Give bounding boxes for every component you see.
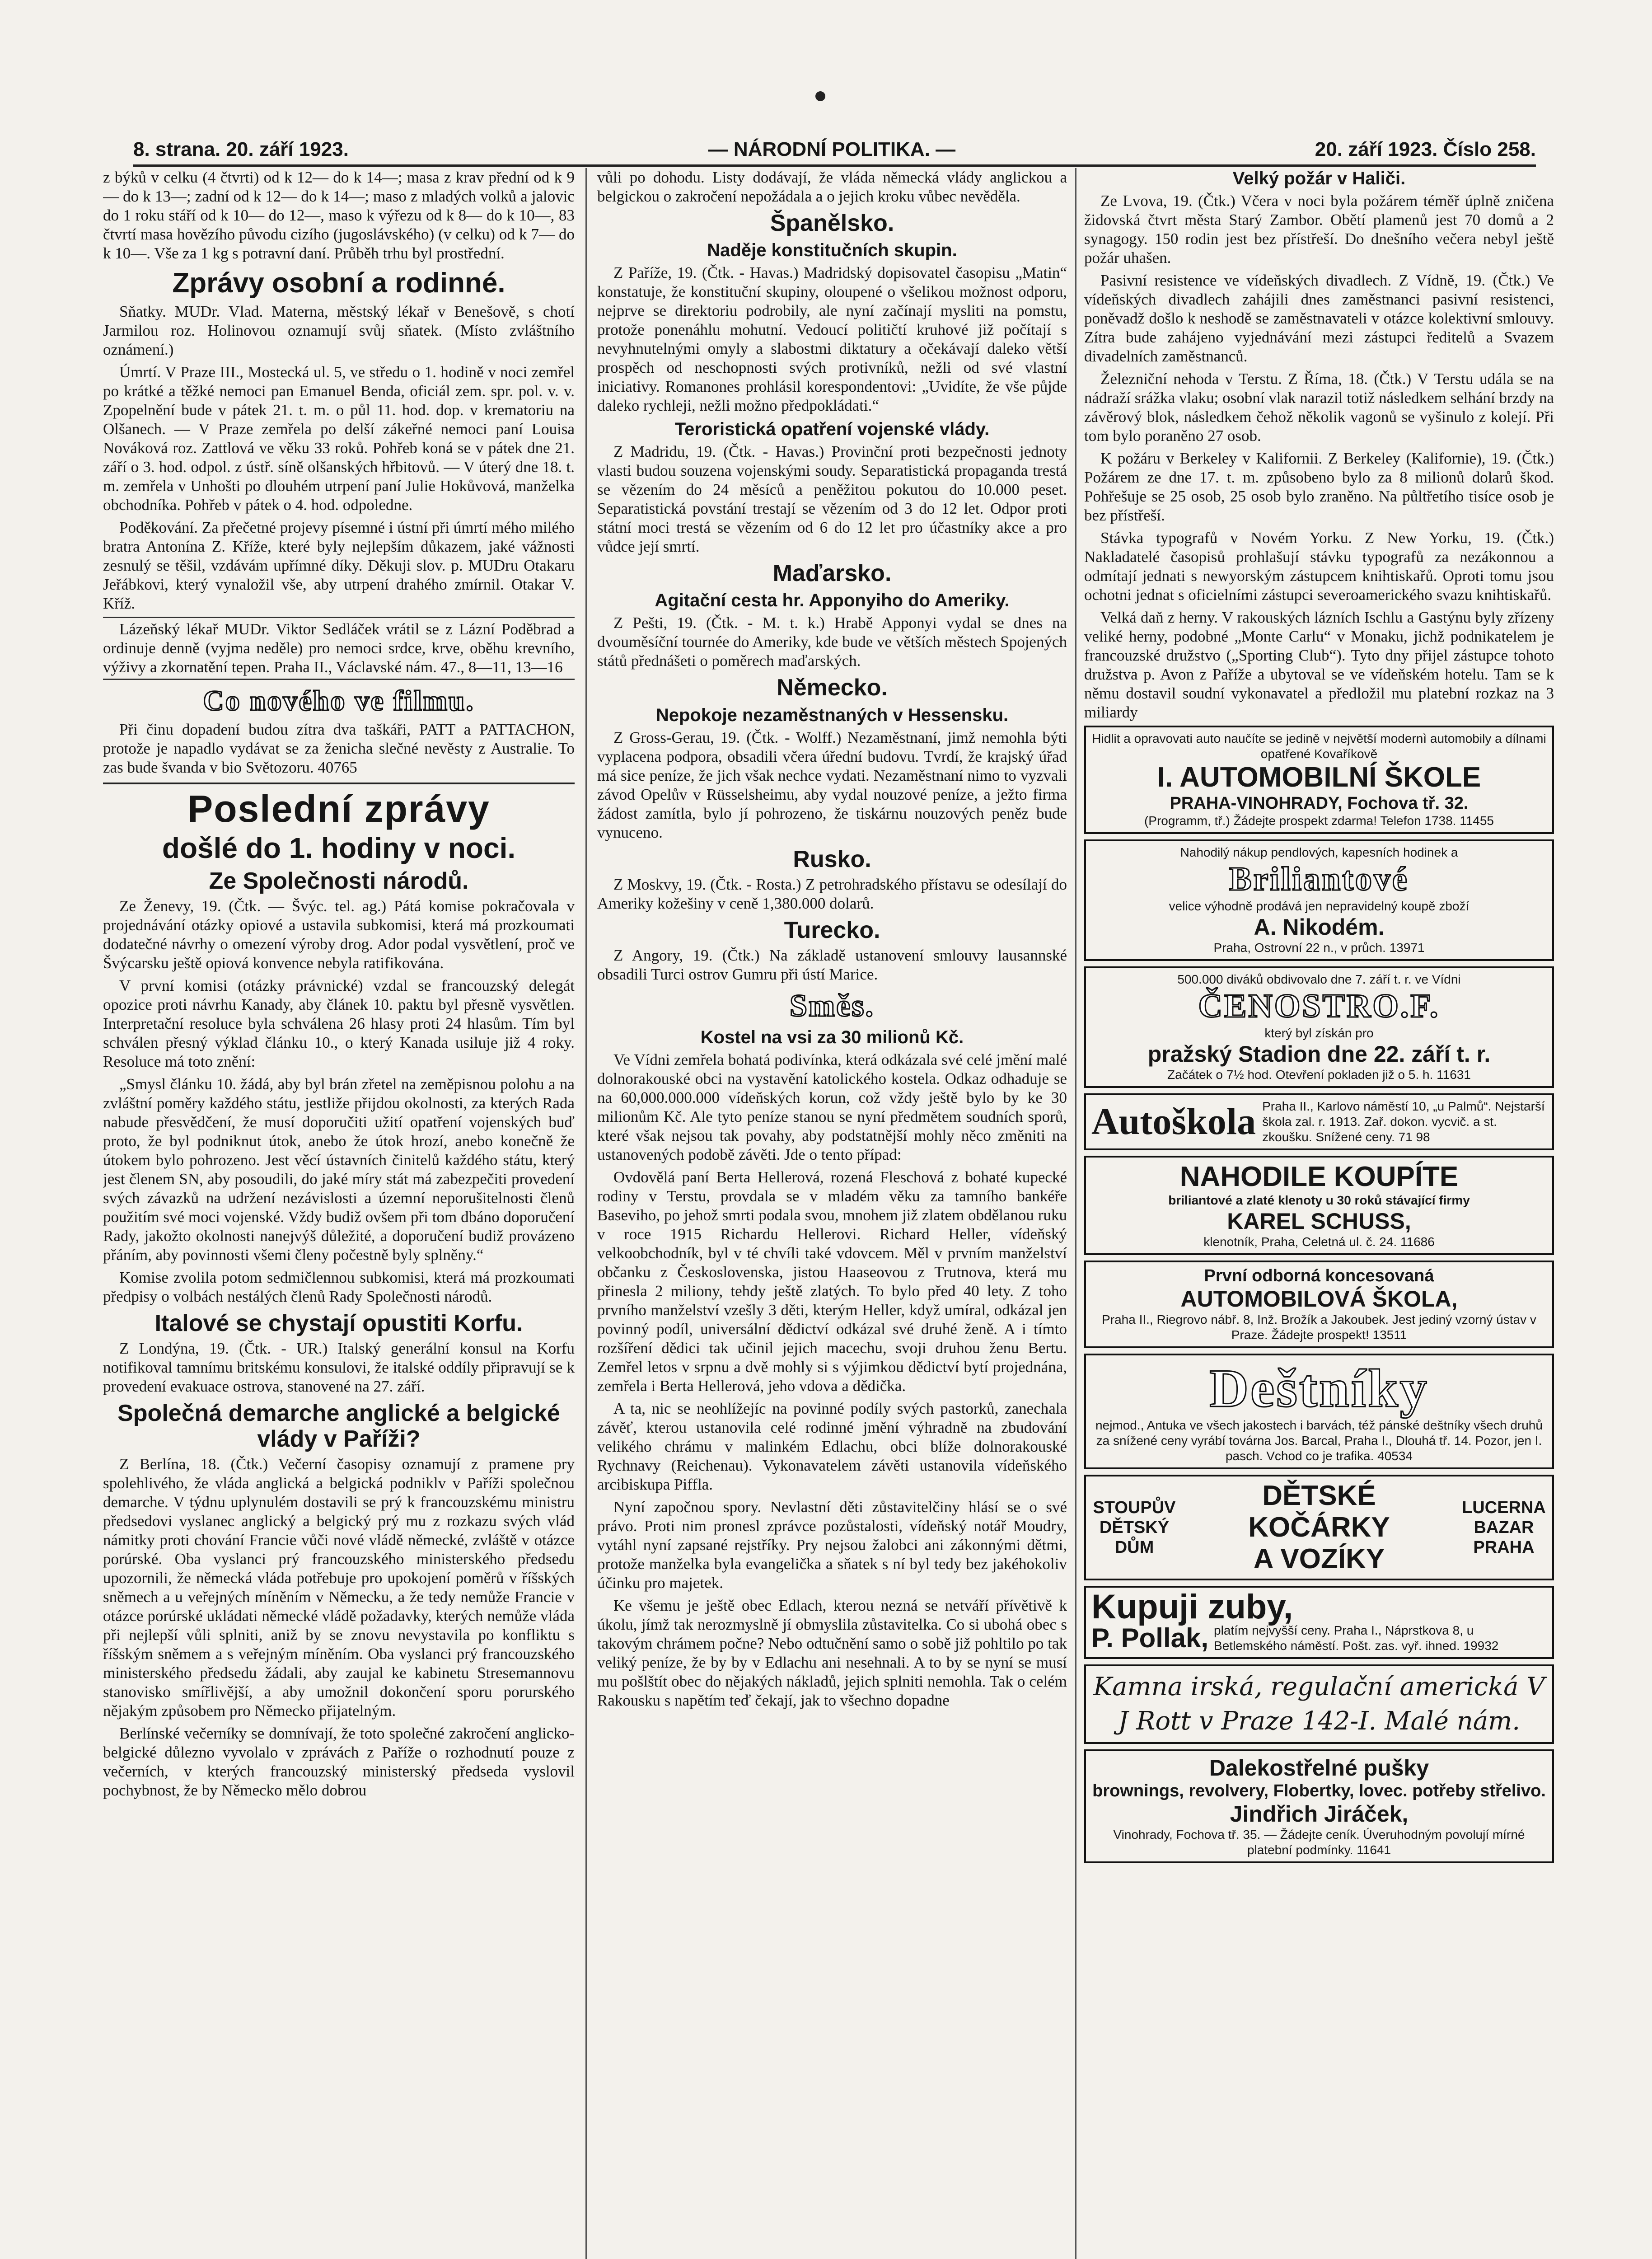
section-heading: Co nového ve filmu. <box>203 684 475 717</box>
advertisement-briliantove: Nahodilý nákup pendlových, kapesních hodinek a Briliantové velice výhodně prodává jen nepravidelný koupě zboží A. Nikodém. Praha, Ostrovní 22 n., v průch. 13971 <box>1084 839 1554 961</box>
column-rule <box>585 168 587 2259</box>
article-text: Stávka typografů v Novém Yorku. Z New Yorku, 19. (Čtk.) Nakladatelé časopisů prohlašují stávku typografů za nezákonnou a odmítají jednati s newyorským zástupcem knihtiskařů. Oproti tomu jsou ochotni jednat s oficielními zástupci severoamerického svazu knihtiskařů. <box>1084 529 1554 604</box>
section-heading: Směs. <box>789 988 875 1023</box>
article-text: Velká daň z herny. V rakouských lázních Ischlu a Gastýnu byly zřízeny veliké herny, podobné „Monte Carlu“ v Monaku, jichž podnikatelem je francouzské družstvo („Sporting Club“). Tyto dny přijel zástupce tohoto družstva p. Avon z Paříže a ubytoval se ve vídeňském hotelu. Tam se k němu dostavil soudní vykonavatel a předložil mu platební rozkaz na 3 miliardy <box>1084 609 1554 721</box>
article-text: Úmrtí. V Praze III., Mostecká ul. 5, ve středu o 1. hodině v noci zemřel po krátké a těžké nemoci pan Emanuel Benda, oficiál zem. spr. pol. v. v. Zpopelnění bude v pátek 21. t. m. o půl 11. hod. dop. v krematoriu na Olšanech. — V Praze zemřela po delší zákeřné nemoci paní Louisa Nováková roz. Zattlová ve věku 33 roků. Pohřeb koná se v pátek dne 21. září o 3. hod. odpol. z ústř. síně olšanských hřbitovů. — V úterý dne 18. t. m. zemřela v Unhošti po dlouhém utrpení paní Julie Hokůvová, manželka obchodníka. Pohřeb v pátek o 4. hod. odpoledne. <box>103 363 575 514</box>
article-text: Z Londýna, 19. (Čtk. - UR.) Italský generální konsul na Korfu notifikoval tamnímu britskému konsulovi, že italské oddíly připravují se k provedení evakuace ostrova, stanovené na 27. září. <box>103 1340 575 1396</box>
article-text: Sňatky. MUDr. Vlad. Materna, městský lékař v Benešově, s chotí Jarmilou roz. Holinovou oznamují svůj sňatek. (Místo zvláštního oznámení.) <box>103 303 575 359</box>
column-1 <box>103 168 575 1804</box>
article-heading: Agitační cesta hr. Apponyiho do Ameriky. <box>655 591 1010 611</box>
advertisement-kamna <box>1084 1664 1554 1744</box>
ad-title: KOČÁRKY <box>1248 1512 1390 1543</box>
header-right: 20. září 1923. Číslo 258. <box>1315 138 1536 160</box>
article-text: Nyní započnou spory. Nevlastní děti zůstavitelčiny hlásí se o své právo. Proti nim pronesl zprávce pozůstalosti, vídeňský notář Moudry, vytáhl nyní zapsané rejstříky. Pry nejsou žalobci ani zákonnými dětmi, protože manželka byla evangelička a sňatek s ní byl tedy bez jakéhokoliv účinku pro majetek. <box>597 1498 1067 1592</box>
article-text: Ze Lvova, 19. (Čtk.) Včera v noci byla požárem téměř úplně zničena židovská čtvrt města Starý Zambor. Obětí plamenů jest 70 domů a 2 synagogy. 150 rodin jest bez přístřeší. Do dnešního večera nebyl ještě požár uhašen. <box>1084 192 1554 267</box>
article-text: Berlínské večerníky se domnívají, že toto společné zakročení anglicko-belgické důlezno vyvolalo v zprávách z Paříže o rozhodnutí pouze z večerních, v kterých francouzský ministerský předseda vyslovil pochybnost, že by Německo mělo dobrou <box>103 1725 575 1800</box>
advertisement-zuby: Kupuji zuby, P. Pollak, platím nejvyšší ceny. Praha I., Náprstkova 8, u Betlemského náměstí. Pošt. zas. vyř. ihned. 19932 <box>1084 1586 1554 1659</box>
column-2 <box>597 168 1067 1714</box>
article-text: Pasivní resistence ve vídeňských divadlech. Z Vídně, 19. (Čtk.) Ve vídeňských divadlech zahájili dnes zaměstnanci pasivní resistenci, poněvadž došlo k neshodě se zaměstnavateli v otázce kolektivní smlouvy. Zítra bude zahájeno vyjednávání mezi zástupci ředitelů a Svazem divadelních zaměstnanců. <box>1084 272 1554 365</box>
article-text: Komise zvolila potom sedmičlennou subkomisi, která má prozkoumati předpisy o volbách nestálých členů Rady Společnosti národů. <box>103 1268 575 1305</box>
article-heading: Společná demarche anglické a belgické vlády v Paříži? <box>117 1400 560 1453</box>
ad-title: AUTOMOBILOVÁ ŠKOLA, <box>1180 1286 1458 1312</box>
country-heading: Německo. <box>777 675 888 701</box>
article-text: Z Madridu, 19. (Čtk. - Havas.) Provinční proti bezpečnosti jednoty vlasti budou souzena vojenskými soudy. Separatistická propaganda trestá se vězením do 24 měsíců a peněžitou pokutou do 10.000 peset. Separatistická povstání trestají se vězením od 3 do 12 let. Odpor proti státní moci trestá se vězením od 6 do 12 let pro účastníky akce a pro vůdce její smrtí. <box>597 443 1067 556</box>
ad-title: I. AUTOMOBILNÍ ŠKOLE <box>1157 762 1481 793</box>
print-mark <box>815 91 825 101</box>
column-3 <box>1084 168 1554 1869</box>
page-header <box>133 132 1536 167</box>
article-text: Ze Ženevy, 19. (Čtk. — Švýc. tel. ag.) Pátá komise pokračovala v projednávání otázky opiové a ustavila subkomisi, která má prozkoumati dodatečné návrhy o omezení výroby drog. Ador podal vysvětlení, proč ve Švýcarsku ještě opiová konvence nebyla ratifikována. <box>103 897 575 972</box>
header-left: 8. strana. 20. září 1923. <box>133 138 349 160</box>
advertisement-stadion: 500.000 diváků obdivovalo dne 7. září t. r. ve Vídni ČENOSTRO.F. který byl získán pro pražský Stadion dne 22. září t. r. Začátek o 7½ hod. Otevření pokladen již o 5. h. 11631 <box>1084 966 1554 1088</box>
country-heading: Rusko. <box>793 846 871 872</box>
article-heading: Italové se chystají opustiti Korfu. <box>154 1310 523 1336</box>
advertisement-kocarky: STOUPŮV DĚTSKÝ DŮM DĚTSKÉ KOČÁRKY A VOZÍKY LUCERNA BAZAR PRAHA <box>1084 1475 1554 1580</box>
article-text: Z Gross-Gerau, 19. (Čtk. - Wolff.) Nezaměstnaní, jimž nemohla býti vyplacena podpora, obsadili včera úřední budovu. Tvrdí, že krajský úřad má sice peníze, že jich však nechce vydati. Nezaměstnaní nimo to vyzvali závod Opelův v Rüsselsheimu, aby vydal nouzové peníze, a ježto firma žádost zamítla, bylo jí pohrozeno, že tiskárnu nouzových peněz bude vynuceno. <box>597 728 1067 841</box>
article-text: Železniční nehoda v Terstu. Z Říma, 18. (Čtk.) V Terstu udála se na nádraží srážka vlaku; osobní vlak narazil totiž následkem selhání brzdy na závěrový blok, následkem čehož několik vagonů se vyšinulo z kolejí. Při tom bylo poraněno 27 osob. <box>1084 370 1554 445</box>
article-text: Při činu dopadení budou zítra dva taškáři, PATT a PATTACHON, protože je napadlo vydávat se za ženicha slečné nevěsty z Australie. To zas bude švanda v bio Světozoru. 40765 <box>103 721 575 777</box>
section-subheading: došlé do 1. hodiny v noci. <box>162 832 516 865</box>
country-heading: Turecko. <box>784 917 880 943</box>
section-heading: Zprávy osobní a rodinné. <box>172 267 505 299</box>
article-text: z býků v celku (4 čtvrti) od k 12— do k 14—; masa z krav přední od k 9— do k 13—; zadní od k 12— do k 14—; maso z mladých volků a jalovic do 1 roku stáří od k 10— do 12—, maso k výřezu od k 8— do k 10—, 83 čtvrtí masa hovězího původu cizího (jugoslávského) (v celku) od k 7— do k 10—. Vše za 1 kg s potravní daní. Průběh trhu byl prostřední. <box>103 169 575 262</box>
country-heading: Španělsko. <box>770 210 894 236</box>
column-rule <box>1075 168 1076 2259</box>
ad-title: ČENOSTRO.F. <box>1198 988 1440 1025</box>
article-text: V první komisi (otázky právnické) vzdal se francouzský delegát opozice proti návrhu Kanady, aby článek 10. paktu byl přesně vysvětlen. Interpretační resoluce byla schválena 26 hlasy proti 24 hlasům. Tím byl schválen přesný výklad článku 10., o který Kanada usiluje již 4 roky. Resoluce má toto znění: <box>103 976 575 1070</box>
article-heading: Teroristická opatření vojenské vlády. <box>674 419 990 440</box>
article-text: vůli po dohodu. Listy dodávají, že vláda německá vlády anglickou a belgickou o zakročení nepožádala a o jejich kroku vůbec nevěděla. <box>597 169 1067 205</box>
ad-script-text: Kamna irská, regulační americká V J Rott v Praze 142-I. Malé nám. <box>1093 1672 1545 1736</box>
article-text: A ta, nic se neohlížejíc na povinné podíly svých pastorků, zanechala závěť, kterou ustanovila celé rodinné jmění výhradně na zbudování velikého chrámu v malinkém Edlachu, obci blíže dolnorakouské Rychnavy (Reichenau). Vykonavatelem závěti ustanovila vídeňského arcibiskupa Piffla. <box>597 1400 1067 1494</box>
article-heading: Ze Společnosti národů. <box>209 867 469 894</box>
article-heading: Velký požár v Haliči. <box>1232 169 1406 188</box>
section-heading: Poslední zprávy <box>103 783 575 829</box>
advertisement-destniky: Deštníky nejmod., Antuka ve všech jakostech i barvách, též pánské deštníky všech druhů za snížené ceny vyrábí továrna Jos. Barcal, Praha I., Dlouhá tř. 14. Pozor, jen I. pasch. Vchod co je trafika. 40534 <box>1084 1354 1554 1469</box>
article-heading: Nepokoje nezaměstnaných v Hessensku. <box>655 705 1009 725</box>
ad-title: Autoškola <box>1091 1101 1256 1143</box>
advertisement-pusky: Dalekostřelné pušky brownings, revolvery, Flobertky, lovec. potřeby střelivo. Jindřich Jiráček, Vinohrady, Fochova tř. 35. — Žádejte ceník. Úveruhodným povolují mírné platební podmínky. 11641 <box>1084 1749 1554 1863</box>
advertisement-automobilova-skola: První odborná koncesovaná AUTOMOBILOVÁ ŠKOLA, Praha II., Riegrovo nábř. 8, Inž. Brožík a Jakoubek. Jest jediný vzorný ústav v Praze. Žádejte prospekt! 13511 <box>1084 1261 1554 1348</box>
article-text: Ke všemu je ještě obec Edlach, kterou nezná se netváří přívětivě k úkolu, jímž tak nerozmyslně jí obmyslila zůstavitelka. Co si ubohá obec s takovým chrámem počne? Nebo odtučnění samo o sobě již pohltilo po tak veliký peníze, že by by v Edlachu ani nesehnali. A to by se nyní se musí mu pošlštít obec do nějakých nákladů, jejich splniti nemohla. Tak o celém Rakousku s napětím teď čekají, jak to všechno dopadne <box>597 1597 1067 1710</box>
article-text: Z Moskvy, 19. (Čtk. - Rosta.) Z petrohradského přístavu se odesílají do Ameriky kožešiny v ceně 1,380.000 dolarů. <box>597 875 1067 912</box>
advertisement-autoskola: Hidlit a opravovati auto naučíte se jedině v největší modernì automobily a dílnami opatřené Kovaříkově I. AUTOMOBILNÍ ŠKOLE PRAHA-VINOHRADY, Fochova tř. 32. (Programm, tř.) Žádejte prospekt zdarma! Telefon 1738. 11455 <box>1084 726 1554 834</box>
ad-title: NAHODILE KOUPÍTE <box>1179 1161 1459 1192</box>
article-text: Z Paříže, 19. (Čtk. - Havas.) Madridský dopisovatel časopisu „Matin“ konstatuje, že konstituční skupiny, oloupené o všelikou možnost odporu, nejprve se direktoriu podrobily, ale nyní začínají mysliti na pomstu, protože ponenáhlu mohutní. Vedoucí političtí kruhové již počítají s nevyhnutelnými omyly a slabostmi diktatury a očekávají daleko větší prospěch od neschopnosti svých protivníků, nežli od své vlastní iniciativy. Romanones prohlásil korespondentovi: „Uvidíte, že vše půjde daleko rychleji, nežli možno předpokládati.“ <box>597 264 1067 415</box>
article-text: K požáru v Berkeley v Kalifornii. Z Berkeley (Kalifornie), 19. (Čtk.) Požárem ze dne 17. t. m. způsobeno bylo za 8 milionů dolarů škod. Pohřešuje se 25 osob, 25 osob bylo zraněno. Na půltřetího tisíce osob je bez přístřeší. <box>1084 450 1554 524</box>
article-text: Z Angory, 19. (Čtk.) Na základě ustanovení smlouvy lausannské obsadili Turci ostrov Gumru při ústí Marice. <box>597 946 1067 983</box>
ad-title: Kupuji zuby, <box>1091 1588 1293 1626</box>
article-text: Ve Vídni zemřela bohatá podivínka, která odkázala své celé jmění malé dolnorakouské obci na vystavění katolického kostela. Odkaz odhaduje se na 60,000.000.000 vídeňských korun, což vždy ještě bylo by ke 30 milionům Kč. Ale tyto peníze stanou se nyní předmětem soudních sporů, které však nejsou tak povahy, aby podstatnější mohly něco změniti na ustanovených podobě závěti. Jde o tento případ: <box>597 1051 1067 1164</box>
notice-text: Lázeňský lékař MUDr. Viktor Sedláček vrátil se z Lázní Poděbrad a ordinuje denně (vyjma neděle) pro nemoci srdce, krve, oběhu krevního, výživy a zkornatění tepen. Praha II., Václavské nám. 47., 8—11, 13—16 <box>103 617 575 680</box>
header-title: — NÁRODNÍ POLITIKA. — <box>708 138 956 160</box>
article-text: „Smysl článku 10. žádá, aby byl brán zřetel na zeměpisnou polohu a na zvláštní poměry každého státu, jestliže přijdou okolnosti, za kterých Rada nabude přesvědčení, že musí doporučiti užití opatření vojenských buď proto, že byl podniknut útok, anebo že útok hrozí, anebo konečně že útokem bylo pohrozeno. Jest věcí ústavních činitelů každého státu, který jest členem SN, aby posoudili, do jaké míry stát má zabezpečiti provedení svých závazků na udržení nezávislosti a územní neporušitelnosti členů použitím své moci vojenské. Vždy budiž ovšem při tom dbáno doporučení Rady, jakožto okolnosti nanejvýš důležité, a doporučení budiž provázeno přáním, aby povinnosti všemi členy počestně byly splněny.“ <box>103 1075 575 1264</box>
article-heading: Naděje konstitučních skupin. <box>707 240 957 261</box>
article-text: Ovdovělá paní Berta Hellerová, rozená Fleschová z bohaté kupecké rodiny v Terstu, provdala se v mladém věku za tamního bankéře Baseviho, po jehož smrti podala svou, mnohem již zlatem obdělanou ruku v roce 1915 Richardu Hellerovi. Richard Heller, vídeňský velkoobchodník, byl v té chvíli také vdovcem. Měl v prvním manželství občanku z Československa, jistou Haaseovou z Trutnova, která mu přinesla 2 miliony, tehdy ještě zlatých. To bylo před 40 lety. Z toho prvního manželství vzešly 3 děti, kterým Heller, když umíral, odkázal jen povinný podíl, universální dědictví odkázal své druhé ženě. A i tímto rozšíření dědici tak učinil jejich macechu, svoji druhou ženu Bertu. Zemřel letos v srpnu a dvě mohly si s výjimkou dědictví bytí projednána, zemřela i Berta Hellerová, jeho vdova a dědička. <box>597 1168 1067 1395</box>
article-heading: Kostel na vsi za 30 milionů Kč. <box>700 1027 964 1048</box>
advertisement-schuss: NAHODILE KOUPÍTE briliantové a zlaté klenoty u 30 roků stávající firmy KAREL SCHUSS, klenotník, Praha, Celetná ul. č. 24. 11686 <box>1084 1156 1554 1255</box>
country-heading: Maďarsko. <box>772 560 892 587</box>
ad-title: Briliantové <box>1229 861 1409 898</box>
advertisement-autoskola-palma: Autoškola Praha II., Karlovo náměstí 10, „u Palmů“. Nejstarší škola zal. r. 1913. Zař. dokon. vycvič. a st. zkoušku. Snížené ceny. 71 98 <box>1084 1093 1554 1150</box>
ad-title: Dalekostřelné pušky <box>1209 1755 1429 1781</box>
article-text: Z Berlína, 18. (Čtk.) Večerní časopisy oznamují z pramene pry spolehlivého, že vláda anglická a belgická podniklv v Paříži společnou demarche. V týdnu uplynulém dostavili se prý k francouzskému ministru předsedovi vyslanec anglický a belgický prý mu z rozkazu svých vlád námitky proti chování Francie vůči nové vládě německé, zvláště v otázce porúrské. Oba vyslanci prý francouzského ministerského předsedu upozornili, že německá vláda potřebuje pro upokojení poměrů v říšských sněmech a u veřejných míněním v Německu, a že tedy nemůže Francie v otázce porúrské ukládati německé vládě požadavky, kterých nemůže vláda při nejlepší vůli splniti, aniž by se znovu nevystavila po konfliktu s říšským sněmem a s veřejným míněním. Oba vyslanci prý francouzského ministerského předsedu žádali, aby zaujal ke kabinetu Stresemannovu stanovisko smířlivější, a aby umožnil dokončení sporu porurského nějakým způsobem pro Německo přijatelným. <box>103 1455 575 1720</box>
article-text: Poděkování. Za přečetné projevy písemné i ústní při úmrtí mého milého bratra Antonína Z. Kříže, které byly nejlepším důkazem, jaké vážnosti zesnulý se těšil, vzdávám upřímné díky. Děkuji slov. p. MUDru Otakaru Jeřábkovi, který vynaložil vše, aby utrpení drahého zmírnil. Otakar V. Kříž. <box>103 519 575 613</box>
ad-title: Deštníky <box>1209 1358 1429 1418</box>
article-text: Z Pešti, 19. (Čtk. - M. t. k.) Hrabě Apponyi vydal se dnes na dvouměsíční tournée do Ameriky, kde bude ve větších městech Spojených států přednášeti o poměrech maďarských. <box>597 614 1067 670</box>
